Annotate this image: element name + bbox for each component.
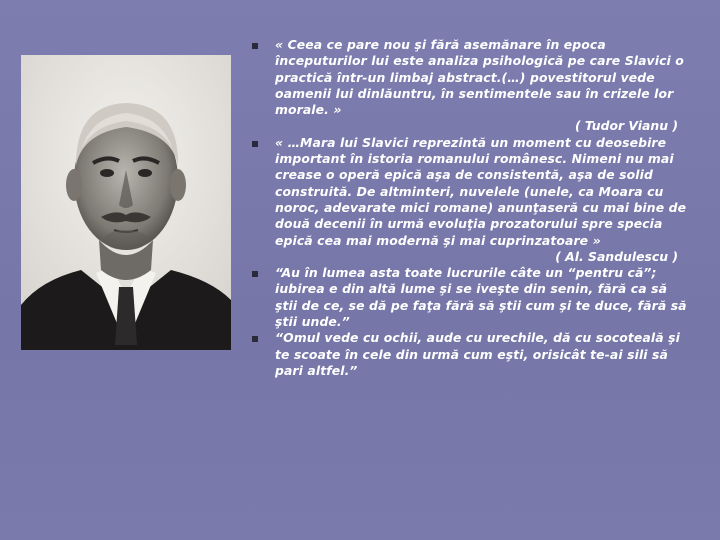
quote-author: ( Tudor Vianu ) — [574, 118, 678, 134]
quote-author: ( Al. Sandulescu ) — [555, 248, 678, 264]
list-item — [250, 37, 690, 135]
square-bullet-icon — [252, 271, 258, 277]
quotes-list — [250, 37, 690, 379]
quote-text: “Au în lumea asta toate lucrurile câte un “pentru că”; iubirea e din altă lume şi se iveşte din senin, fără ca să ştii de ce, se dă pe faţa fără să ştii cum şi te duce, fără să ştii unde.” — [275, 265, 687, 330]
quote-text: « Ceea ce pare nou şi fără asemănare în epoca începuturilor lui este analiza psihologică pe care Slavici o practică într-un limbaj abstract.(…) povestitorul vede oamenii lui dinlăuntru, în sentimentele sau în crizele lor morale. » — [275, 37, 684, 118]
list-item — [250, 135, 690, 265]
quote-text: « …Mara lui Slavici reprezintă un moment cu deosebire important în istoria romanului românesc. Nimeni nu mai crease o operă epică aşa de consistentă, aşa de solid construită. De altminteri, nuvelele (unele, ca Moara cu noroc, adevarate mici romane) anunţaseră cu mai bine de două decenii în urmă evoluţia prozatorului spre specia epică cea mai modernă şi mai cuprinzatoare » — [275, 134, 687, 248]
portrait-image — [21, 55, 231, 350]
list-item — [250, 330, 690, 379]
square-bullet-icon — [252, 336, 258, 342]
list-item — [250, 265, 690, 330]
square-bullet-icon — [252, 43, 258, 49]
quote-text: “Omul vede cu ochii, aude cu urechile, dă cu socoteală şi te scoate în cele din urmă cum eşti, orisicât te-ai sili să pari altfel.” — [275, 330, 680, 378]
square-bullet-icon — [252, 141, 258, 147]
author-portrait-photo — [21, 55, 231, 350]
